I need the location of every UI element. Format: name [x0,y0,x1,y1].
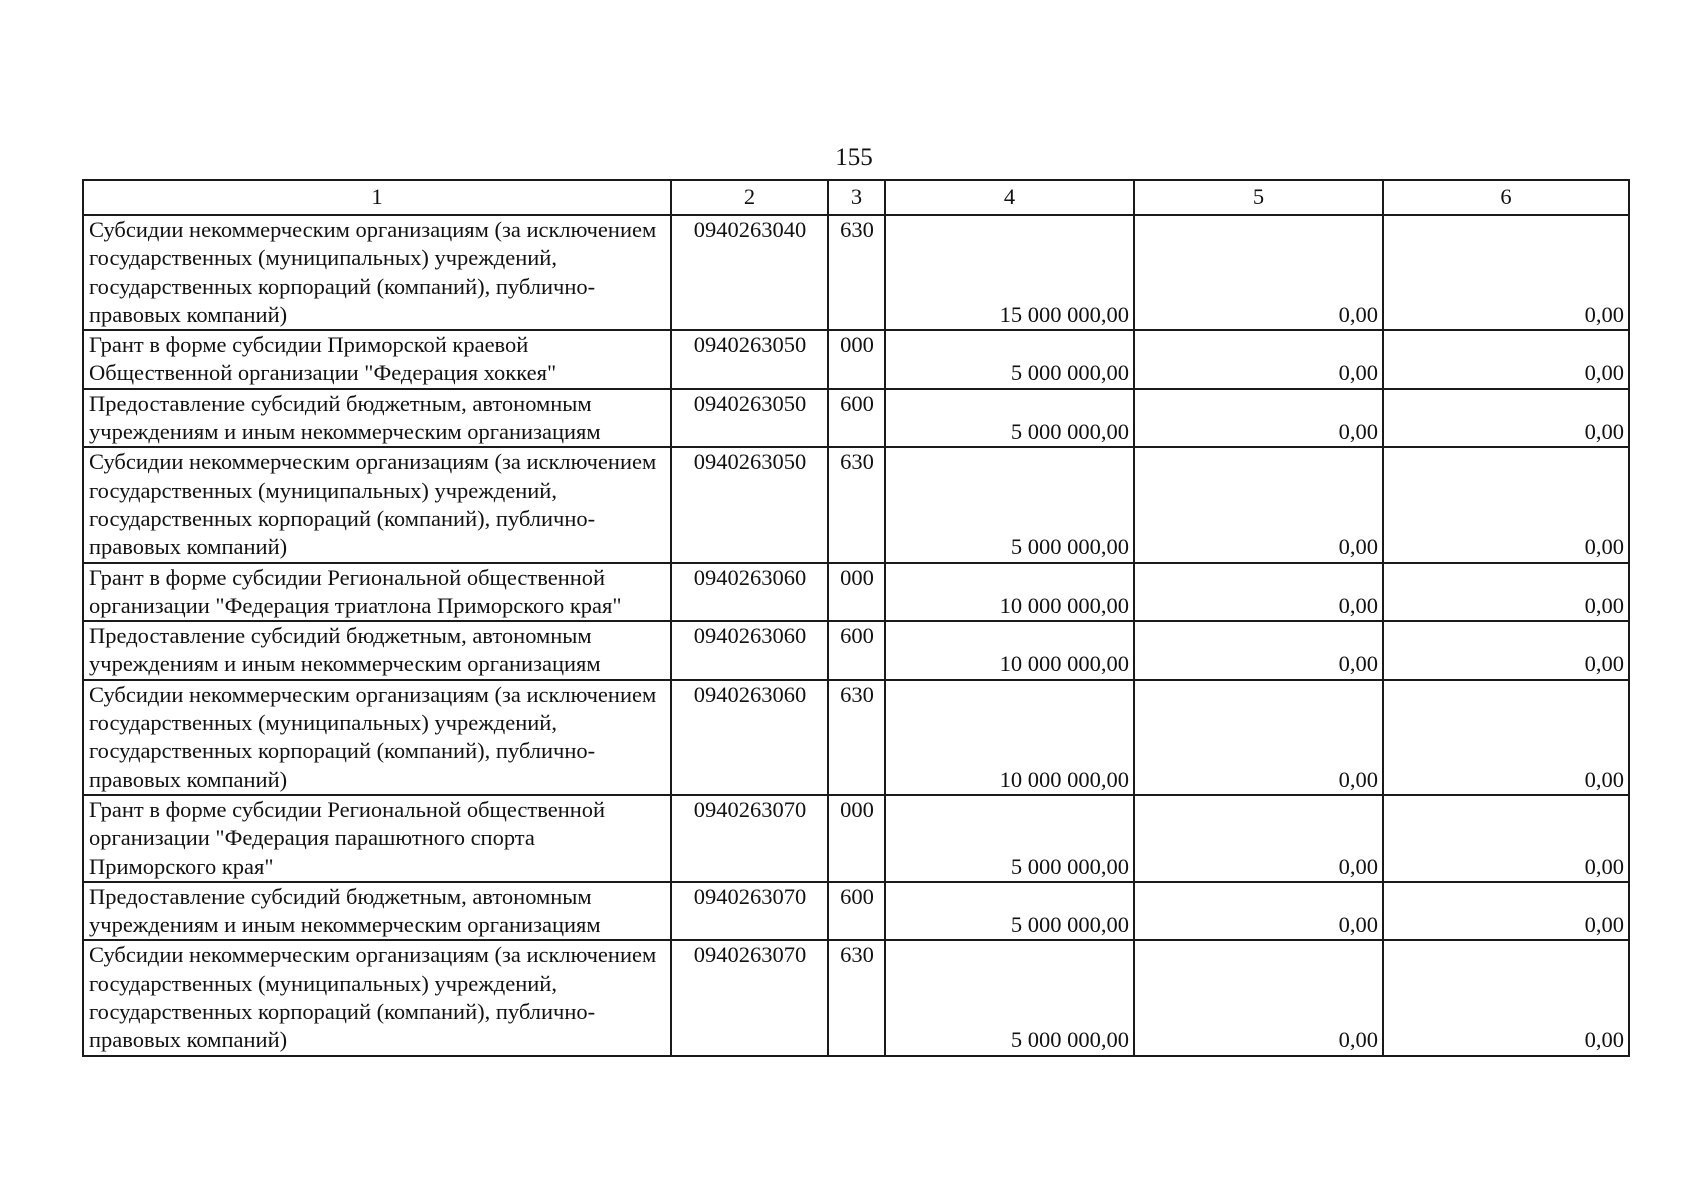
expense-name-cell: Субсидии некоммерческим организациям (за исключением государственных (муниципальных) учреждений, государственных корпораций (компаний), публично-правовых компаний) [83,940,671,1055]
target-article-code-cell: 0940263070 [671,882,828,941]
expense-type-code-cell: 630 [828,447,885,562]
target-article-code-cell: 0940263050 [671,389,828,448]
expense-type-code-cell: 000 [828,563,885,622]
amount-column-4-cell: 5 000 000,00 [885,330,1134,389]
amount-column-6-cell: 0,00 [1383,563,1629,622]
amount-column-4-cell: 10 000 000,00 [885,563,1134,622]
expense-type-code-cell: 630 [828,680,885,795]
header-row [83,180,1629,215]
expense-name-cell: Грант в форме субсидии Региональной общественной организации "Федерация парашютного спорта Приморского края" [83,795,671,882]
table-row [83,330,1629,389]
expense-name-cell: Грант в форме субсидии Региональной общественной организации "Федерация триатлона Приморского края" [83,563,671,622]
column-header-3: 3 [828,180,885,215]
expense-type-code-cell: 600 [828,621,885,680]
amount-column-4-cell: 5 000 000,00 [885,389,1134,448]
table-row [83,563,1629,622]
amount-column-4-cell: 5 000 000,00 [885,882,1134,941]
amount-column-5-cell: 0,00 [1134,563,1383,622]
expense-name-cell: Предоставление субсидий бюджетным, автономным учреждениям и иным некоммерческим организациям [83,882,671,941]
expense-name-cell: Грант в форме субсидии Приморской краевой Общественной организации "Федерация хоккея" [83,330,671,389]
table-row [83,882,1629,941]
amount-column-4-cell: 15 000 000,00 [885,215,1134,330]
target-article-code-cell: 0940263050 [671,447,828,562]
budget-table [82,179,1630,1057]
table-row [83,215,1629,330]
page-number: 155 [835,144,873,171]
column-header-2: 2 [671,180,828,215]
target-article-code-cell: 0940263070 [671,795,828,882]
table-row [83,680,1629,795]
target-article-code-cell: 0940263040 [671,215,828,330]
amount-column-6-cell: 0,00 [1383,447,1629,562]
amount-column-6-cell: 0,00 [1383,680,1629,795]
expense-name-cell: Предоставление субсидий бюджетным, автономным учреждениям и иным некоммерческим организациям [83,389,671,448]
expense-type-code-cell: 000 [828,795,885,882]
table-body [83,215,1629,1056]
target-article-code-cell: 0940263070 [671,940,828,1055]
amount-column-6-cell: 0,00 [1383,882,1629,941]
expense-name-cell: Субсидии некоммерческим организациям (за исключением государственных (муниципальных) учреждений, государственных корпораций (компаний), публично-правовых компаний) [83,447,671,562]
amount-column-4-cell: 5 000 000,00 [885,940,1134,1055]
table-row [83,621,1629,680]
amount-column-4-cell: 10 000 000,00 [885,621,1134,680]
amount-column-5-cell: 0,00 [1134,680,1383,795]
amount-column-4-cell: 5 000 000,00 [885,795,1134,882]
column-header-6: 6 [1383,180,1629,215]
amount-column-5-cell: 0,00 [1134,795,1383,882]
amount-column-5-cell: 0,00 [1134,215,1383,330]
amount-column-6-cell: 0,00 [1383,621,1629,680]
expense-name-cell: Субсидии некоммерческим организациям (за исключением государственных (муниципальных) учреждений, государственных корпораций (компаний), публично-правовых компаний) [83,215,671,330]
expense-type-code-cell: 000 [828,330,885,389]
amount-column-6-cell: 0,00 [1383,389,1629,448]
expense-type-code-cell: 600 [828,389,885,448]
amount-column-5-cell: 0,00 [1134,621,1383,680]
amount-column-6-cell: 0,00 [1383,940,1629,1055]
amount-column-6-cell: 0,00 [1383,330,1629,389]
amount-column-4-cell: 10 000 000,00 [885,680,1134,795]
amount-column-5-cell: 0,00 [1134,447,1383,562]
target-article-code-cell: 0940263060 [671,621,828,680]
amount-column-5-cell: 0,00 [1134,940,1383,1055]
amount-column-4-cell: 5 000 000,00 [885,447,1134,562]
amount-column-6-cell: 0,00 [1383,215,1629,330]
column-header-1: 1 [83,180,671,215]
table-header [83,180,1629,215]
target-article-code-cell: 0940263060 [671,680,828,795]
target-article-code-cell: 0940263060 [671,563,828,622]
table-row [83,447,1629,562]
table-row [83,389,1629,448]
amount-column-6-cell: 0,00 [1383,795,1629,882]
expense-type-code-cell: 600 [828,882,885,941]
amount-column-5-cell: 0,00 [1134,330,1383,389]
amount-column-5-cell: 0,00 [1134,882,1383,941]
amount-column-5-cell: 0,00 [1134,389,1383,448]
column-header-4: 4 [885,180,1134,215]
expense-type-code-cell: 630 [828,940,885,1055]
expense-type-code-cell: 630 [828,215,885,330]
column-header-5: 5 [1134,180,1383,215]
target-article-code-cell: 0940263050 [671,330,828,389]
expense-name-cell: Предоставление субсидий бюджетным, автономным учреждениям и иным некоммерческим организациям [83,621,671,680]
expense-name-cell: Субсидии некоммерческим организациям (за исключением государственных (муниципальных) учреждений, государственных корпораций (компаний), публично-правовых компаний) [83,680,671,795]
table-row [83,940,1629,1055]
table-row [83,795,1629,882]
